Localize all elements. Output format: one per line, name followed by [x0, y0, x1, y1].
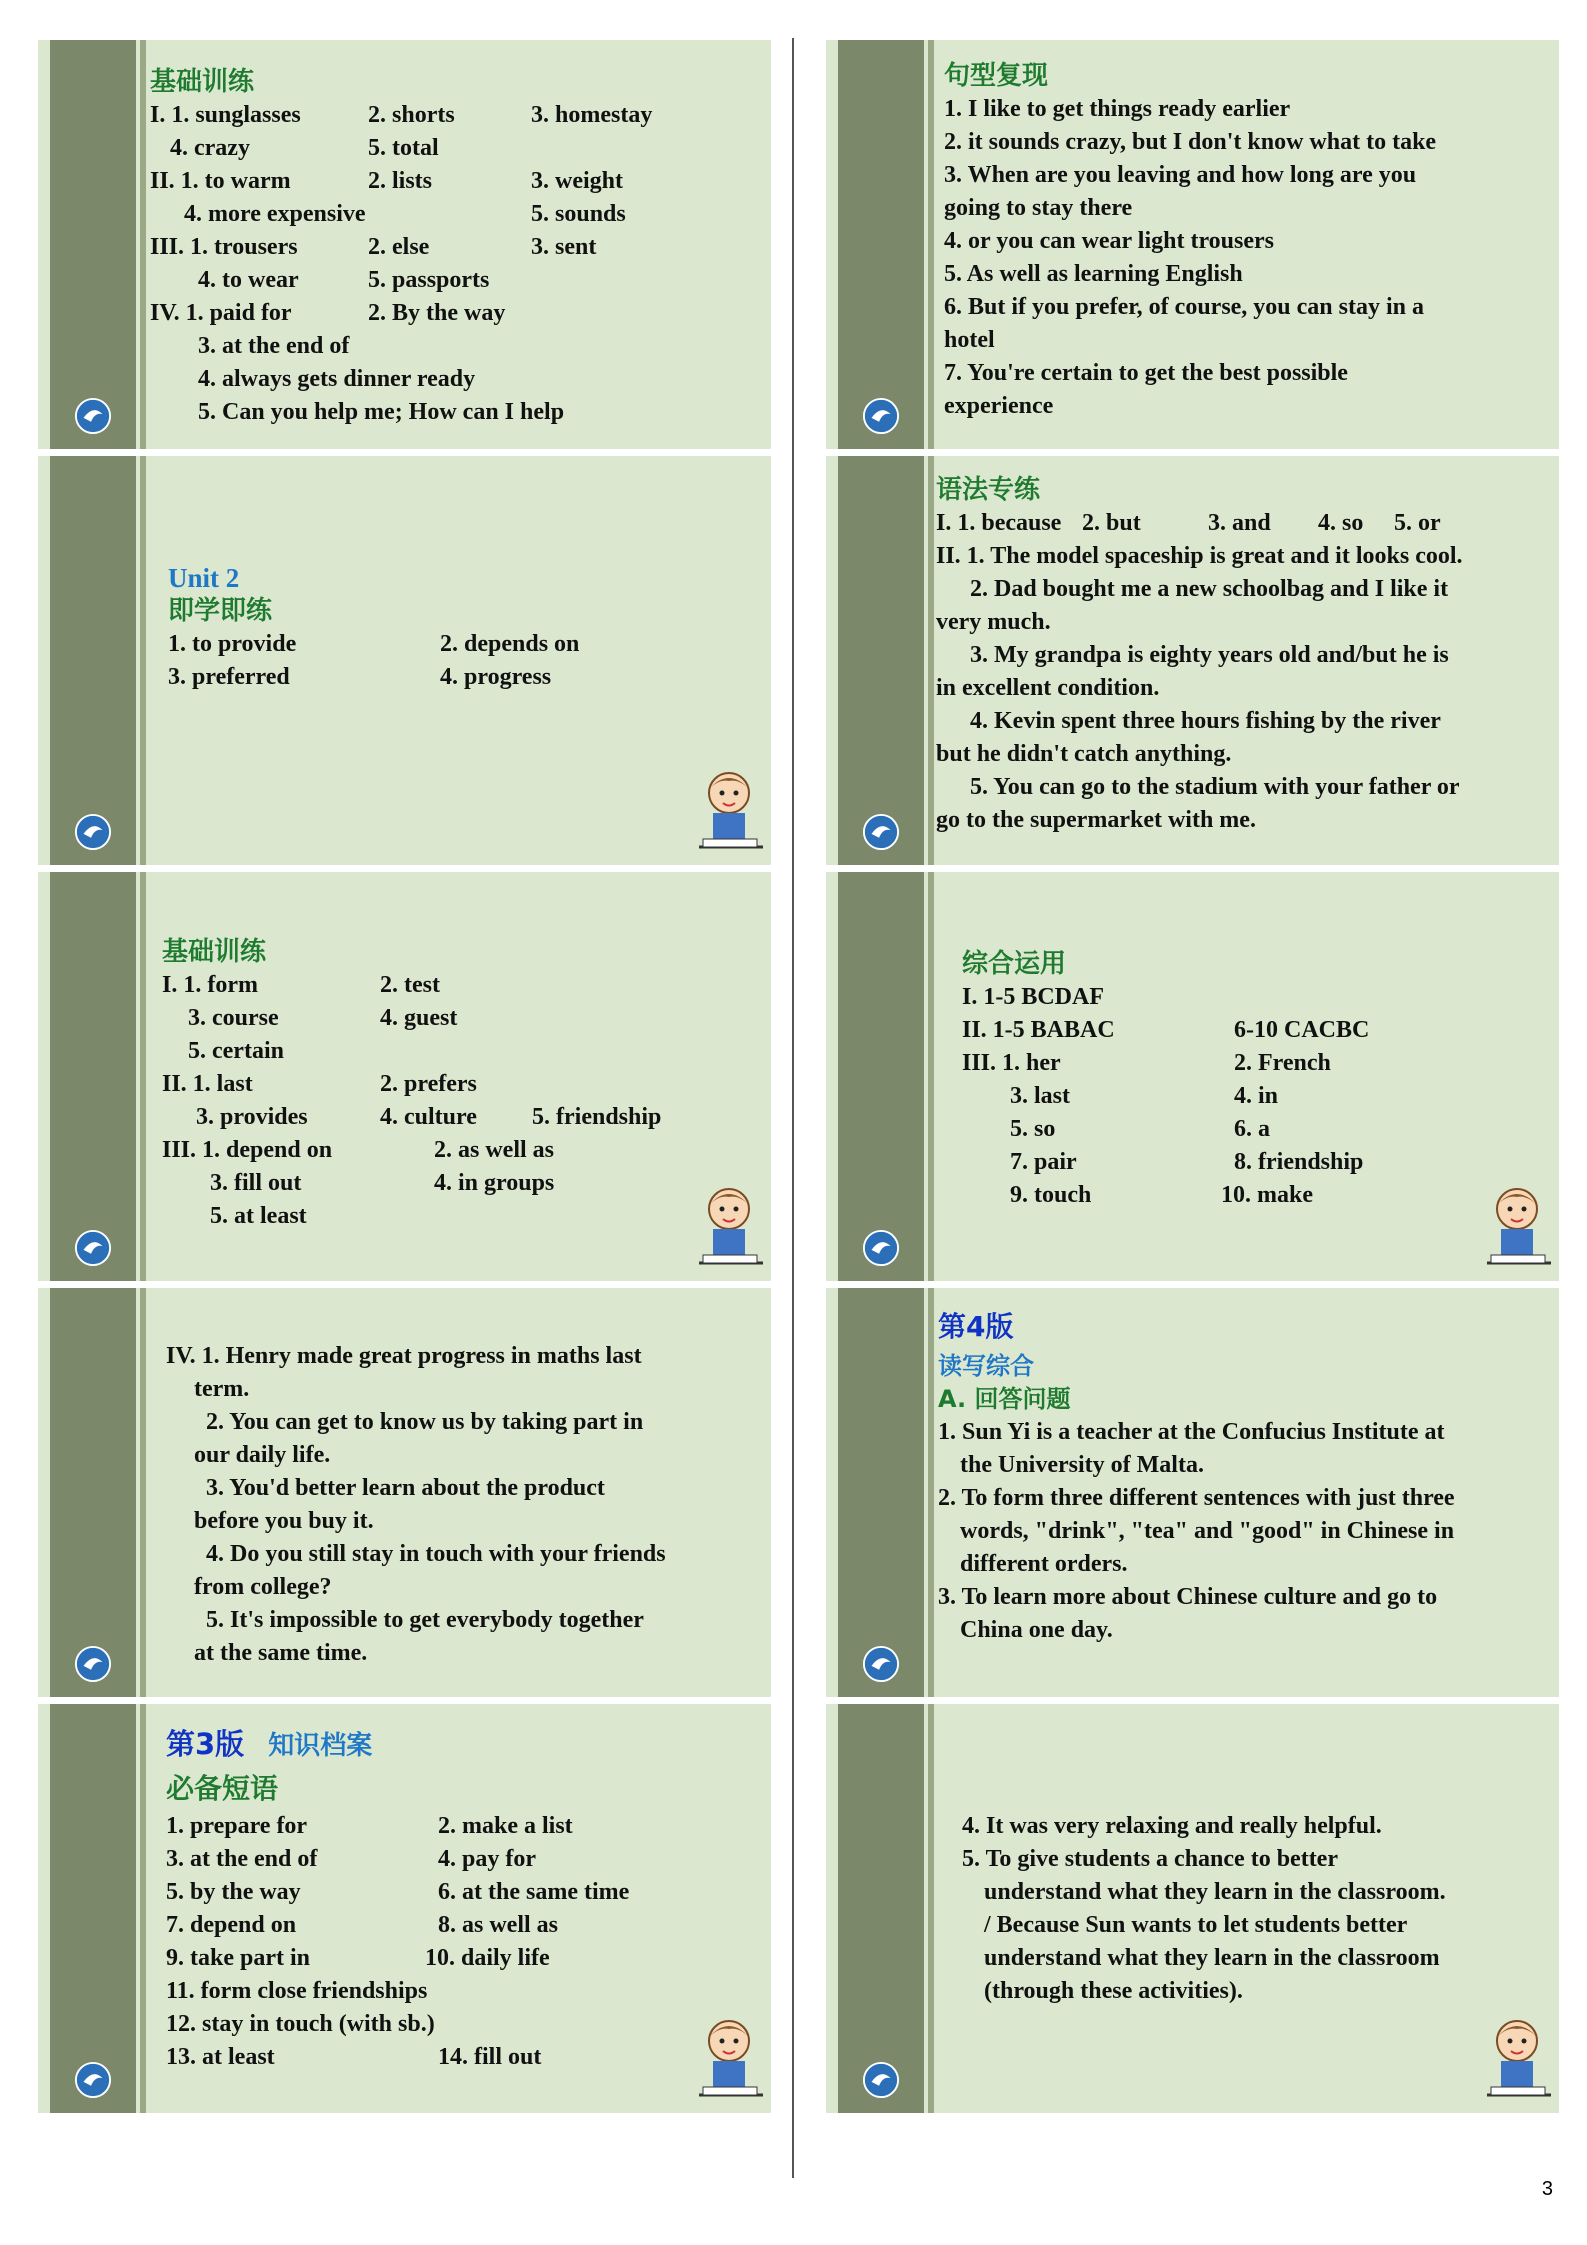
answer-cell: 2. but [1082, 510, 1141, 536]
answer-cell: I. 1-5 BCDAF [962, 984, 1104, 1010]
section-heading: 句型复现 [944, 61, 1049, 91]
answer-line: at the same time. [194, 1640, 368, 1666]
answer-line: very much. [936, 609, 1051, 635]
answer-row [962, 1014, 1549, 1047]
answer-cell: 2. By the way [368, 300, 506, 326]
answer-cell: 4. pay for [438, 1846, 536, 1872]
answer-cell: III. 1. trousers [150, 234, 298, 260]
answer-cell: 5. so [1010, 1116, 1056, 1142]
slide-sidebar [50, 872, 136, 1281]
answer-line: 5. As well as learning English [944, 261, 1243, 287]
answer-cell: II. 1. last [162, 1071, 253, 1097]
answer-cell: 3. homestay [531, 102, 653, 128]
answer-cell: 4. progress [440, 664, 552, 690]
answer-cell: 4. culture [380, 1104, 477, 1130]
answer-row [150, 231, 761, 264]
answer-row [962, 981, 1549, 1014]
answer-row [150, 363, 761, 396]
slide-unit2-quick-practice [38, 456, 771, 865]
answer-line: our daily life. [194, 1442, 331, 1468]
section-heading: 即学即练 [168, 596, 273, 626]
answer-cell: 5. at least [210, 1203, 307, 1229]
answer-cell: 5. friendship [532, 1104, 662, 1130]
answer-line: 3. My grandpa is eighty years old and/but he is [970, 642, 1449, 668]
unit-title: Unit 2 [168, 563, 240, 593]
answer-cell: I. 1. because [936, 510, 1062, 536]
answer-line: 4. It was very relaxing and really helpful. [962, 1813, 1382, 1839]
answer-line: 2. You can get to know us by taking part in [206, 1409, 644, 1435]
answer-line: but he didn't catch anything. [936, 741, 1232, 767]
answer-line: 3. You'd better learn about the product [206, 1475, 605, 1501]
slide-sidebar [50, 1288, 136, 1697]
answer-cell: 5. sounds [531, 201, 626, 227]
answer-cell: 2. prefers [380, 1071, 477, 1097]
answer-cell: 5. Can you help me; How can I help [198, 399, 565, 425]
answer-row [166, 1909, 761, 1942]
answer-cell: I. 1. sunglasses [150, 102, 301, 128]
answer-row [162, 1200, 761, 1233]
answer-cell: 3. preferred [168, 664, 290, 690]
answer-cell: 4. always gets dinner ready [198, 366, 476, 392]
section-heading: 必备短语 [166, 1772, 279, 1805]
answer-row [162, 1134, 761, 1167]
answer-cell: 2. else [368, 234, 430, 260]
answer-line: understand what they learn in the classroom [984, 1945, 1440, 1971]
answer-row [962, 1179, 1549, 1212]
school-logo-icon [862, 2061, 900, 2099]
answer-line: 6. But if you prefer, of course, you can stay in a [944, 294, 1424, 320]
answer-row [962, 1047, 1549, 1080]
answer-line: words, "drink", "tea" and "good" in Chinese in [960, 1518, 1455, 1544]
answer-line: different orders. [960, 1551, 1128, 1577]
answer-cell: 9. touch [1010, 1182, 1092, 1208]
answer-cell: 5. certain [188, 1038, 284, 1064]
answer-row [962, 1080, 1549, 1113]
answer-line: 3. To learn more about Chinese culture and go to [938, 1584, 1438, 1610]
slide-sidebar [50, 40, 136, 449]
answer-line: term. [194, 1376, 250, 1402]
slide-sidebar [838, 1704, 924, 2113]
answer-line: (through these activities). [984, 1978, 1243, 2004]
answer-cell: III. 1. her [962, 1050, 1061, 1076]
edition-subtitle: 知识档案 [268, 1731, 373, 1761]
answer-line: China one day. [960, 1617, 1113, 1643]
answer-cell: 6. a [1234, 1116, 1270, 1142]
answer-row [162, 1068, 761, 1101]
slide-grammar-practice [826, 456, 1559, 865]
answer-cell: II. 1. to warm [150, 168, 291, 194]
school-logo-icon [74, 813, 112, 851]
answer-cell: 6. at the same time [438, 1879, 630, 1905]
answer-row [166, 2008, 761, 2041]
slide-sidebar [838, 872, 924, 1281]
answer-line: 5. You can go to the stadium with your father or [970, 774, 1460, 800]
answer-row [150, 396, 761, 429]
answer-row [150, 165, 761, 198]
answer-row [166, 1810, 761, 1843]
edition-title: 第3版 [166, 1727, 245, 1761]
answer-line: / Because Sun wants to let students better [984, 1912, 1408, 1938]
answer-line: 4. Kevin spent three hours fishing by the river [970, 708, 1441, 734]
answer-line: in excellent condition. [936, 675, 1160, 701]
slide-basic-training-2 [38, 872, 771, 1281]
answer-row [962, 1146, 1549, 1179]
answer-cell: 1. prepare for [166, 1813, 308, 1839]
answer-cell: 5. passports [368, 267, 490, 293]
answer-cell: 3. fill out [210, 1170, 302, 1196]
answer-cell: 4. to wear [198, 267, 299, 293]
slide-sidebar [838, 40, 924, 449]
answer-cell: 2. French [1234, 1050, 1331, 1076]
answer-row [166, 1876, 761, 1909]
answer-row [162, 1101, 761, 1134]
school-logo-icon [74, 1645, 112, 1683]
section-heading: 基础训练 [162, 937, 267, 967]
answer-line: the University of Malta. [960, 1452, 1204, 1478]
slide-sidebar [50, 456, 136, 865]
slide-sidebar [838, 1288, 924, 1697]
answer-row [150, 264, 761, 297]
answer-cell: 2. as well as [434, 1137, 554, 1163]
answer-cell: 5. by the way [166, 1879, 301, 1905]
answer-cell: 2. make a list [438, 1813, 573, 1839]
answer-line: 7. You're certain to get the best possible [944, 360, 1348, 386]
slide-sentence-review [826, 40, 1559, 449]
answer-cell: 4. more expensive [184, 201, 366, 227]
answer-cell: 3. provides [196, 1104, 308, 1130]
answer-line: 2. To form three different sentences with just three [938, 1485, 1455, 1511]
answer-line: II. 1. The model spaceship is great and it looks cool. [936, 543, 1463, 569]
answer-cell: 8. friendship [1234, 1149, 1364, 1175]
answer-line: 1. Sun Yi is a teacher at the Confucius Institute at [938, 1419, 1445, 1445]
answer-cell: 9. take part in [166, 1945, 310, 1971]
answer-cell: 7. depend on [166, 1912, 297, 1938]
answer-row [168, 628, 761, 661]
answer-line: IV. 1. Henry made great progress in maths last [166, 1343, 642, 1369]
slide-sidebar [838, 456, 924, 865]
answer-cell: 12. stay in touch (with sb.) [166, 2011, 435, 2037]
column-divider [792, 38, 794, 2178]
answer-line: go to the supermarket with me. [936, 807, 1256, 833]
answer-cell: 2. shorts [368, 102, 455, 128]
slide-edition3-phrases [38, 1704, 771, 2113]
answer-row [150, 330, 761, 363]
school-logo-icon [862, 1645, 900, 1683]
answer-cell: 4. guest [380, 1005, 458, 1031]
answer-cell: 14. fill out [438, 2044, 542, 2070]
section-heading: 语法专练 [936, 475, 1041, 505]
answer-line: 4. or you can wear light trousers [944, 228, 1274, 254]
section-heading: 综合运用 [962, 949, 1067, 979]
answer-cell: 10. make [1221, 1182, 1313, 1208]
answer-line: experience [944, 393, 1054, 419]
answer-row [166, 2041, 761, 2074]
answer-cell: 2. test [380, 972, 440, 998]
answer-cell: 3. weight [531, 168, 623, 194]
answer-line: 4. Do you still stay in touch with your friends [206, 1541, 666, 1567]
school-logo-icon [74, 1229, 112, 1267]
answer-line: 1. I like to get things ready earlier [944, 96, 1291, 122]
answer-row [162, 1035, 761, 1068]
slide-basic-training-iv [38, 1288, 771, 1697]
page-number: 3 [1541, 2178, 1553, 2200]
answer-cell: 8. as well as [438, 1912, 558, 1938]
answer-line: hotel [944, 327, 995, 353]
answer-cell: 3. course [188, 1005, 279, 1031]
answer-cell: 5. or [1394, 510, 1441, 536]
answer-cell: II. 1-5 BABAC [962, 1017, 1115, 1043]
school-logo-icon [862, 813, 900, 851]
school-logo-icon [74, 2061, 112, 2099]
answer-cell: 3. and [1208, 510, 1271, 536]
school-logo-icon [74, 397, 112, 435]
slide-reading-answers-continued [826, 1704, 1559, 2113]
answer-cell: 10. daily life [425, 1945, 550, 1971]
answer-line: 2. Dad bought me a new schoolbag and I like it [970, 576, 1449, 602]
answer-cell: 4. in [1234, 1083, 1279, 1109]
answer-row [166, 1942, 761, 1975]
answer-row [162, 1002, 761, 1035]
answer-line: 3. When are you leaving and how long are you [944, 162, 1417, 188]
edition-subtitle: 读写综合 [938, 1352, 1034, 1380]
school-logo-icon [862, 1229, 900, 1267]
answer-row [168, 661, 761, 694]
answer-cell: 13. at least [166, 2044, 275, 2070]
slide-sidebar [50, 1704, 136, 2113]
answer-line: understand what they learn in the classroom. [984, 1879, 1446, 1905]
slide-edition4-reading-writing [826, 1288, 1559, 1697]
answer-cell: 6-10 CACBC [1234, 1017, 1370, 1043]
answer-line: 2. it sounds crazy, but I don't know what to take [944, 129, 1437, 155]
school-logo-icon [862, 397, 900, 435]
slide-basic-training-1 [38, 40, 771, 449]
answer-row [162, 969, 761, 1002]
answer-cell: 7. pair [1010, 1149, 1077, 1175]
answer-line: going to stay there [944, 195, 1133, 221]
answer-cell: 3. at the end of [166, 1846, 318, 1872]
section-heading: 基础训练 [150, 67, 255, 97]
answer-row [166, 1843, 761, 1876]
section-heading: A. 回答问题 [938, 1385, 1071, 1413]
answer-row [150, 132, 761, 165]
answer-cell: 4. crazy [170, 135, 250, 161]
answer-cell: 4. so [1318, 510, 1364, 536]
answer-row [162, 1167, 761, 1200]
answer-cell: IV. 1. paid for [150, 300, 292, 326]
answer-cell: 3. at the end of [198, 333, 350, 359]
edition-title: 第4版 [938, 1310, 1014, 1343]
answer-cell: 1. to provide [168, 631, 297, 657]
edition-header [166, 1728, 761, 1772]
answer-cell: I. 1. form [162, 972, 258, 998]
answer-cell: 2. depends on [440, 631, 580, 657]
answer-row [150, 99, 761, 132]
answer-cell: 3. sent [531, 234, 597, 260]
answer-line: before you buy it. [194, 1508, 374, 1534]
answer-row [150, 297, 761, 330]
answer-row [166, 1975, 761, 2008]
answer-line: from college? [194, 1574, 332, 1600]
answer-row [962, 1113, 1549, 1146]
answer-cell: 4. in groups [434, 1170, 555, 1196]
answer-line: 5. To give students a chance to better [962, 1846, 1338, 1872]
answer-cell: 2. lists [368, 168, 433, 194]
answer-row [936, 507, 1549, 540]
answer-row [150, 198, 761, 231]
slide-comprehensive-use [826, 872, 1559, 1281]
answer-cell: 5. total [368, 135, 439, 161]
answer-cell: 3. last [1010, 1083, 1070, 1109]
answer-cell: 11. form close friendships [166, 1978, 428, 2004]
answer-line: 5. It's impossible to get everybody together [206, 1607, 644, 1633]
answer-cell: III. 1. depend on [162, 1137, 333, 1163]
